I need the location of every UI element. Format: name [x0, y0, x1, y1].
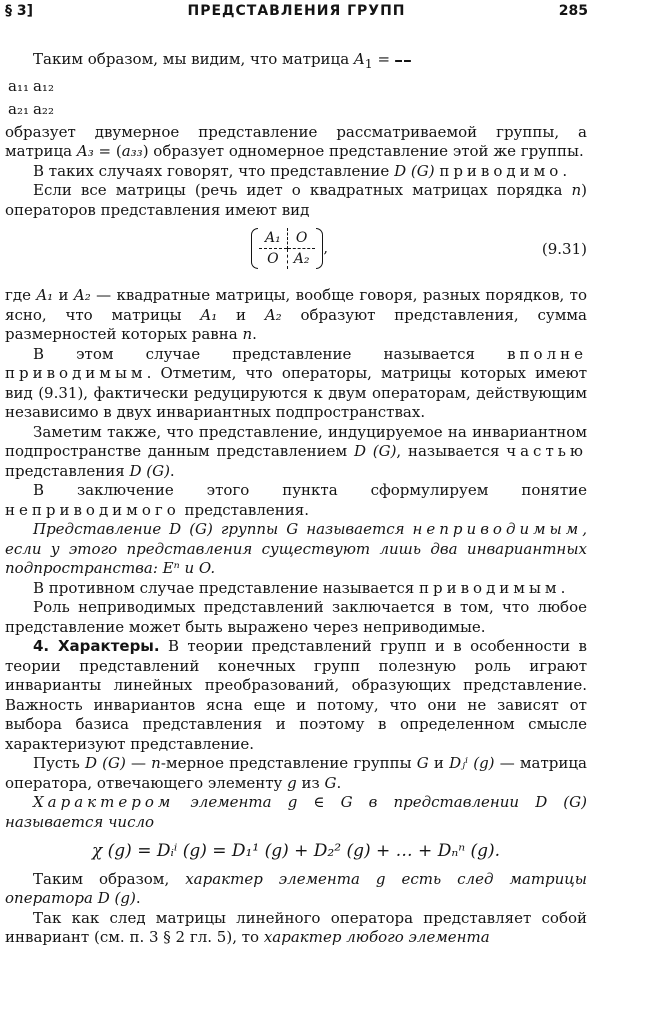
definition-irreducible: Представление D (G) группы G называется неприводимым, если у этого представления существуют лишь два инвариантных подпространства: Eⁿ и O. — [5, 520, 587, 577]
paragraph-block-form: Если все матрицы (речь идет о квадратных матрицах порядка n) операторов представления имеют вид — [5, 181, 587, 219]
paragraph-where: где A₁ и A₂ — квадратные матрицы, вообще говоря, разных порядков, то ясно, что матрицы A₁ и A₂ образуют представления, сумма размерностей которых равна n. — [5, 286, 587, 343]
paragraph-completely-reducible: В этом случае представление называется вполне приводимым. Отметим, что операторы, матрицы которых имеют вид (9.31), фактически редуцируются к двум операторам, действующим независимо в двух инвариантных подпространствах. — [5, 344, 587, 421]
running-title: ПРЕДСТАВЛЕНИЯ ГРУПП — [187, 3, 406, 19]
paragraph-matrix-a1: Таким образом, мы видим, что матрица $A_1$ = — [33, 50, 395, 71]
running-header — [5, 3, 588, 21]
subsection-heading: 4. Характеры. — [33, 637, 160, 655]
equation-number: (9.31) — [541, 240, 587, 258]
definition-character: Характером элемента g ∈ G в представлении D (G) называется число — [5, 793, 587, 831]
paragraph-otherwise: В противном случае представление называется приводимым. — [33, 578, 566, 597]
paragraph-conclusion: В заключение этого пункта сформулируем понятие неприводимого представления. — [5, 481, 587, 519]
character-formula: χ (g) = Dᵢⁱ (g) = D₁¹ (g) + D₂² (g) + … + Dₙⁿ (g). — [91, 841, 501, 861]
block-matrix: A₁ O O A₂ — [251, 228, 323, 269]
paragraph-invariant: Так как след матрицы линейного оператора представляет собой инвариант (см. п. 3 § 2 гл. 5), то характер любого элемента — [5, 908, 587, 946]
paragraph-reducible: В таких случаях говорят, что представление D (G) приводимо. — [33, 161, 568, 180]
page-body: Таким образом, мы видим, что матрица $A_1$ = a₁₁ a₁₂ a₂₁ a₂₂ образует двумерное представление рассматриваемой группы, а матрица A₃ = (a₃₃) образует одномерное представление этой же группы. В таких случаях говорят, что представление D (G) приводимо. Если все матрицы (речь идет о квадратных матрицах порядка n) операторов представления имеют вид A₁ O O A₂ , (9.31) где A₁ и A₂ — квадратные матрицы, вообще говоря, разных порядков, то ясно, что матрицы A₁ и A₂ образуют представления, сумма размерностей которых равна n. В этом случае представление называется вполне приводимым. Отметим, что операторы, матрицы которых имеют вид (9.31), фактически редуцируются к двум операторам, действующим независимо в двух инвариантных подпространствах. Заметим также, что представление, индуцируемое на инвариантном подпространстве данным представлением D (G), называется частью представления D (G). В заключение этого пункта сформулируем понятие неприводимого представления. Представление D (G) группы G называется неприводимым, если у этого представления существуют лишь два инвариантных подпространства: Eⁿ и O. В противном случае представление называется приводимым. Роль неприводимых представлений заключается в том, что любое представление может быть выражено через неприводимые. 4. Характеры. В теории представлений групп и в особенности в теории представлений конечных групп полезную роль играют инварианты линейных преобразований, образующих представление. Важность инвариантов ясна еще и потому, что они не зависят от выбора базиса представления и поэтому в определенном смысле характеризуют представление. Пусть D (G) — n-мерное представление группы G и Dⱼⁱ (g) — матрица оператора, отвечающего элементу g из G. Характером элемента g ∈ G в представлении D (G) называется число χ (g) = Dᵢⁱ (g) = D₁¹ (g) + D₂² (g) + … + Dₙⁿ (g). Таким образом, характер элемента g есть след матрицы оператора D (g). Так как след матрицы линейного оператора представляет собой инвариант (см. п. 3 § 2 гл. 5), то характер любого элемента — [5, 50, 587, 946]
page-number: 285 — [558, 3, 588, 19]
display-equation-9-31: A₁ O O A₂ , (9.31) — [5, 224, 587, 280]
paragraph-role: Роль неприводимых представлений заключается в том, что любое представление может быть выражено через неприводимые. — [5, 598, 587, 636]
section-mark: § 3] — [5, 3, 34, 19]
paragraph-characters: 4. Характеры. В теории представлений групп и в особенности в теории представлений конечных групп полезную роль играют инварианты линейных преобразований, образующих представление. Важность инвариантов ясна еще и потому, что они не зависят от выбора базиса представления и поэтому в определенном смысле характеризуют представление. — [5, 637, 587, 753]
paragraph-let: Пусть D (G) — n-мерное представление группы G и Dⱼⁱ (g) — матрица оператора, отвечающего элементу g из G. — [5, 754, 587, 792]
paragraph-trace: Таким образом, характер элемента g есть след матрицы оператора D (g). — [5, 869, 587, 907]
paragraph-part: Заметим также, что представление, индуцируемое на инвариантном подпространстве данным представлением D (G), называется частью представления D (G). — [5, 422, 587, 480]
